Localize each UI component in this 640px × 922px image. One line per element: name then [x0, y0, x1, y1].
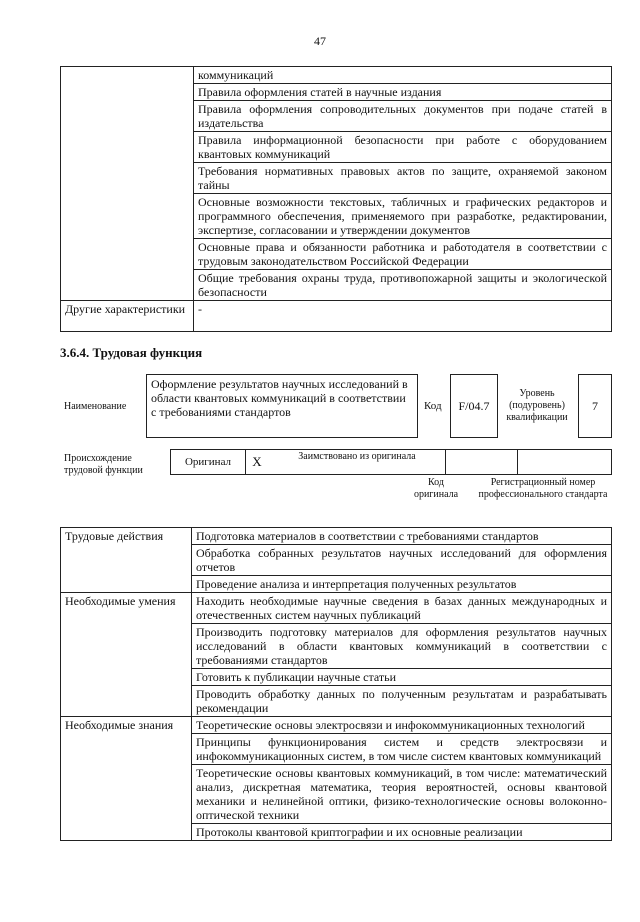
table-cell: Находить необходимые научные сведения в базах данных международных и отечественных систем научных публикаций [192, 593, 612, 624]
borrowed-cell [245, 450, 446, 474]
origin-box [170, 449, 612, 475]
table-cell: Основные возможности текстовых, табличных и графических редакторов и программного обеспечения, применяемого при разработке, редактировании, экспертизе, согласовании и утверждении документов [194, 194, 612, 239]
knowledge-continuation-table [60, 66, 612, 332]
name-box [146, 374, 418, 438]
table-cell: Протоколы квантовой криптографии и их основные реализации [192, 824, 612, 841]
table-cell: Теоретические основы квантовых коммуникаций, в том числе: математический анализ, дискретная математика, теория вероятностей, основы квантовой механики и нелинейной оптики, физико-технологические основы волоконно-оптической техники [192, 765, 612, 824]
table-row [61, 593, 612, 624]
table-cell: Правила оформления статей в научные издания [194, 84, 612, 101]
table-cell: Подготовка материалов в соответствии с требованиями стандартов [192, 528, 612, 545]
table-cell: Общие требования охраны труда, противопожарной защиты и экологической безопасности [194, 270, 612, 301]
labor-function-table [60, 527, 612, 841]
code-value: F/04.7 [458, 399, 490, 413]
section-title: 3.6.4. Трудовая функция [60, 345, 203, 360]
original-mark: X [252, 454, 262, 469]
level-label: Уровень (подуровень) квалификации [506, 388, 568, 423]
code-original-cell [445, 450, 518, 474]
table-cell: Принципы функционирования систем и средств электросвязи и инфокоммуникационных систем, в том числе систем квантовых коммуникаций [192, 734, 612, 765]
table-cell: Основные права и обязанности работника и работодателя в соответствии с трудовым законодательством Российской Федерации [194, 239, 612, 270]
table-cell [61, 67, 194, 301]
function-name: Оформление результатов научных исследований в области квантовых коммуникаций в соответствии с требованиями стандартов [151, 377, 408, 419]
reg-number-caption: Регистрационный номер профессионального стандарта [478, 477, 608, 500]
code-label: Код [424, 400, 442, 412]
other-characteristics-label: Другие характеристики [61, 301, 194, 332]
table-cell: Проведение анализа и интерпретация полученных результатов [192, 576, 612, 593]
other-characteristics-value: - [194, 301, 612, 332]
original-label: Оригинал [184, 456, 232, 468]
table-cell: коммуникаций [194, 67, 612, 84]
page-number: 47 [314, 34, 326, 48]
table-cell: Теоретические основы электросвязи и инфокоммуникационных технологий [192, 717, 612, 734]
name-label: Наименование [64, 401, 127, 412]
table-cell: Проводить обработку данных по полученным результатам и разрабатывать рекомендации [192, 686, 612, 717]
group-label: Трудовые действия [61, 528, 192, 593]
table-row [61, 67, 612, 84]
level-box [578, 374, 612, 438]
code-box [450, 374, 498, 438]
table-cell: Требования нормативных правовых актов по защите, охраняемой законом тайны [194, 163, 612, 194]
table-cell: Правила информационной безопасности при работе с оборудованием квантовых коммуникаций [194, 132, 612, 163]
table-row [61, 717, 612, 734]
table-cell: Обработка собранных результатов научных исследований для оформления отчетов [192, 545, 612, 576]
table-cell: Готовить к публикации научные статьи [192, 669, 612, 686]
group-label: Необходимые умения [61, 593, 192, 717]
table-cell: Правила оформления сопроводительных документов при подаче статей в издательства [194, 101, 612, 132]
origin-label: Происхождение трудовой функции [64, 453, 143, 476]
group-label: Необходимые знания [61, 717, 192, 841]
original-cell [171, 450, 246, 474]
level-value: 7 [592, 399, 598, 413]
table-cell: Производить подготовку материалов для оформления результатов научных исследований в области квантовых коммуникаций в соответствии с требованиями стандартов [192, 624, 612, 669]
code-original-caption: Код оригинала [413, 477, 459, 500]
table-row [61, 301, 612, 332]
table-row [61, 528, 612, 545]
borrowed-label: Заимствовано из оригинала [298, 451, 416, 462]
